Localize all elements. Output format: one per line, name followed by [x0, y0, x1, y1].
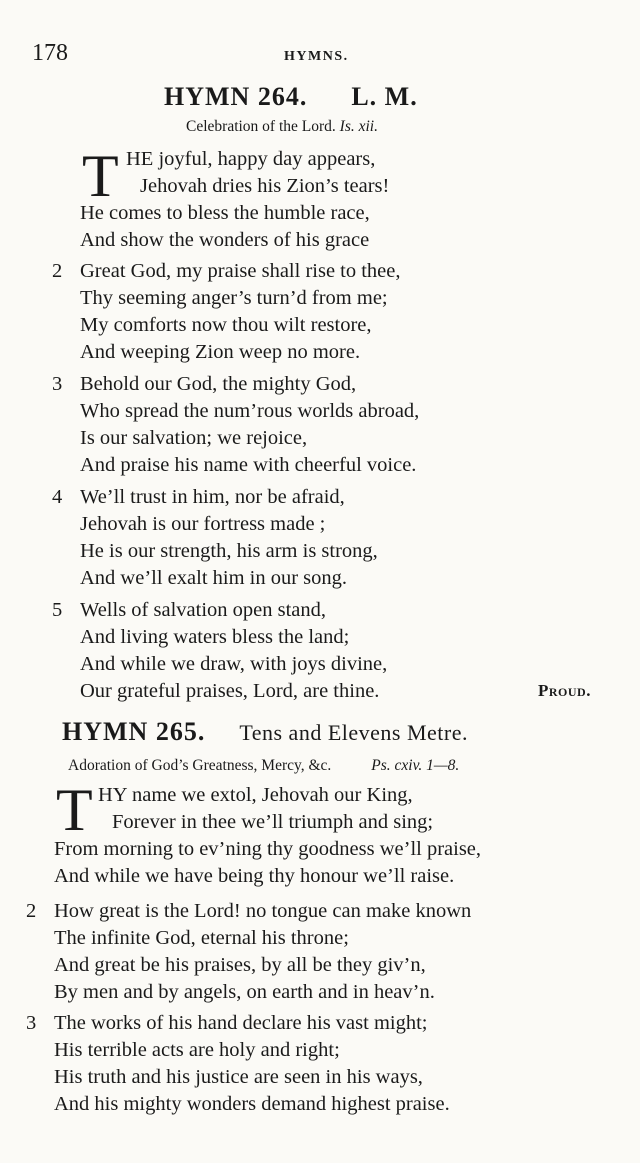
author-attribution: Proud.	[538, 681, 591, 700]
running-head: HYMNS.	[284, 49, 349, 64]
verse-line: By men and by angels, on earth and in heav’n.	[54, 981, 435, 1003]
verse-line: Wells of salvation open stand,	[80, 599, 327, 621]
verse-line: He comes to bless the humble race,	[80, 202, 370, 224]
verse-line: Great God, my praise shall rise to thee,	[80, 260, 401, 282]
verse-line: And praise his name with cheerful voice.	[80, 454, 417, 476]
hymn-265-reference: Ps. cxiv. 1—8.	[371, 757, 460, 774]
verse-line: Thy seeming anger’s turn’d from me;	[80, 287, 388, 309]
verse-line: And great be his praises, by all be they giv’n,	[54, 954, 426, 976]
verse-line: And living waters bless the land;	[80, 626, 350, 648]
hymn-264-title	[164, 82, 418, 112]
stanza-number: 2	[26, 900, 37, 922]
verse-line: Our grateful praises, Lord, are thine.	[80, 680, 380, 702]
hymn-265-subtitle-text: Adoration of God’s Greatness, Mercy, &c.	[68, 757, 332, 774]
verse-line: From morning to ev’ning thy goodness we’ll praise,	[54, 838, 482, 860]
verse-line: How great is the Lord! no tongue can make known	[54, 900, 472, 922]
verse-line: Who spread the num’rous worlds abroad,	[80, 400, 420, 422]
stanza-number: 5	[52, 599, 63, 621]
hymn-265-dropcap: T	[56, 777, 93, 843]
hymn-264-meter: L. M.	[351, 82, 418, 111]
verse-line: Jehovah is our fortress made ;	[80, 513, 326, 535]
verse-line: The works of his hand declare his vast might;	[54, 1012, 428, 1034]
hymn-264-subtitle	[186, 118, 378, 136]
verse-line: His truth and his justice are seen in his ways,	[54, 1066, 423, 1088]
verse-line: HY name we extol, Jehovah our King,	[98, 784, 413, 806]
verse-line: His terrible acts are holy and right;	[54, 1039, 340, 1061]
verse-line: Is our salvation; we rejoice,	[80, 427, 308, 449]
hymn-265-meter: Tens and Elevens Metre.	[239, 720, 468, 745]
verse-line: My comforts now thou wilt restore,	[80, 314, 372, 336]
verse-line: Behold our God, the mighty God,	[80, 373, 357, 395]
verse-line: And weeping Zion weep no more.	[80, 341, 361, 363]
verse-line: And show the wonders of his grace	[80, 229, 370, 251]
verse-line: The infinite God, eternal his throne;	[54, 927, 349, 949]
verse-line: HE joyful, happy day appears,	[126, 148, 376, 170]
verse-line: Forever in thee we’ll triumph and sing;	[112, 811, 434, 833]
verse-line: He is our strength, his arm is strong,	[80, 540, 378, 562]
hymn-265-number: HYMN 265.	[62, 717, 206, 746]
hymn-264-number: HYMN 264.	[164, 82, 308, 111]
page-number: 178	[32, 40, 68, 66]
hymn-265-subtitle	[68, 757, 459, 775]
stanza-number: 3	[52, 373, 63, 395]
verse-line: And his mighty wonders demand highest praise.	[54, 1093, 450, 1115]
hymn-264-dropcap: T	[82, 143, 119, 209]
verse-line: We’ll trust in him, nor be afraid,	[80, 486, 345, 508]
hymn-265-title	[62, 717, 468, 747]
verse-line: And while we draw, with joys divine,	[80, 653, 388, 675]
stanza-number: 2	[52, 260, 63, 282]
hymn-264-subtitle-text: Celebration of the Lord.	[186, 118, 336, 135]
verse-line: And while we have being thy honour we’ll raise.	[54, 865, 455, 887]
verse-line: Jehovah dries his Zion’s tears!	[140, 175, 390, 197]
stanza-number: 4	[52, 486, 63, 508]
stanza-number: 3	[26, 1012, 37, 1034]
hymn-264-reference: Is. xii.	[339, 118, 378, 135]
verse-line: And we’ll exalt him in our song.	[80, 567, 348, 589]
